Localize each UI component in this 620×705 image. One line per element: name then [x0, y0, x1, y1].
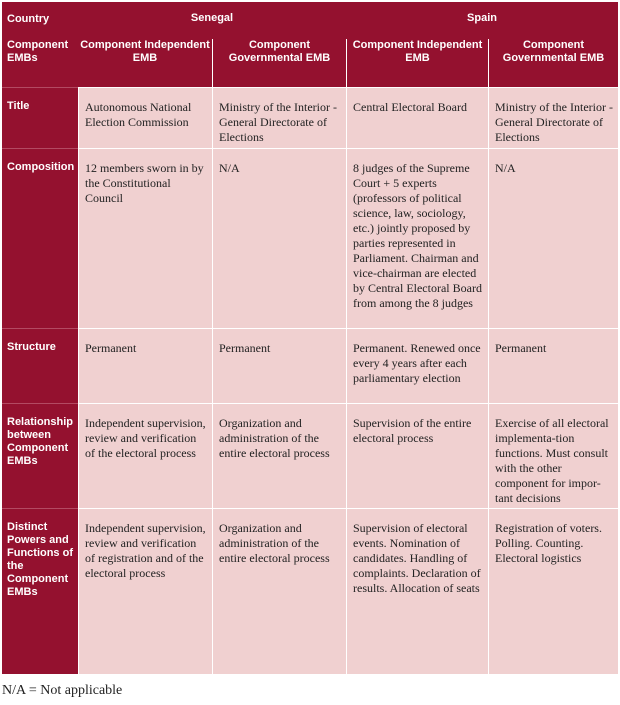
spain-governmental-emb-header: Component Governmental EMB	[488, 39, 618, 87]
component-embs-label: Component EMBs	[2, 39, 78, 87]
structure-spain-governmental: Permanent	[488, 328, 618, 403]
title-row	[2, 87, 618, 148]
structure-senegal-independent: Permanent	[78, 328, 212, 403]
title-senegal-independent: Autonomous National Election Commission	[78, 87, 212, 148]
component-header-row	[2, 39, 618, 87]
country-label: Country	[2, 2, 78, 39]
powers-functions-row	[2, 508, 618, 674]
senegal-governmental-emb-header: Component Governmental EMB	[212, 39, 346, 87]
relationship-spain-independent: Supervision of the entire electoral process	[346, 403, 488, 508]
row-label-structure: Structure	[2, 328, 78, 403]
composition-spain-independent: 8 judges of the Supreme Court + 5 experts (professors of political science, law, sociology, etc.) jointly proposed by parties represented in Parliament. Chairman and vice-chairman are elected by Central Electoral Board from among the 8 judges	[346, 148, 488, 328]
powers-spain-independent: Supervision of electoral events. Nomination of candidates. Handling of complaints. Declaration of results. Allocation of seats	[346, 508, 488, 674]
row-label-relationship: Relationship between Component EMBs	[2, 403, 78, 508]
composition-row	[2, 148, 618, 328]
senegal-independent-emb-header: Component Independent EMB	[78, 39, 212, 87]
powers-senegal-governmental: Organization and administration of the entire electoral process	[212, 508, 346, 674]
structure-spain-independent: Permanent. Renewed once every 4 years after each parliamentary election	[346, 328, 488, 403]
structure-senegal-governmental: Permanent	[212, 328, 346, 403]
composition-spain-governmental: N/A	[488, 148, 618, 328]
country-senegal: Senegal	[78, 2, 346, 39]
relationship-row	[2, 403, 618, 508]
composition-senegal-governmental: N/A	[212, 148, 346, 328]
powers-spain-governmental: Registration of voters. Polling. Counting. Electoral logistics	[488, 508, 618, 674]
country-header-row	[2, 2, 618, 39]
spain-independent-emb-header: Component Independent EMB	[346, 39, 488, 87]
row-label-title: Title	[2, 87, 78, 148]
composition-senegal-independent: 12 members sworn in by the Constitutional Council	[78, 148, 212, 328]
relationship-senegal-governmental: Organization and administration of the entire electoral process	[212, 403, 346, 508]
emb-comparison-table-wrapper	[2, 2, 618, 674]
emb-comparison-table	[2, 2, 618, 674]
row-label-powers-functions: Distinct Powers and Functions of the Component EMBs	[2, 508, 78, 674]
footnote-na: N/A = Not applicable	[2, 683, 123, 698]
row-label-composition: Composition	[2, 148, 78, 328]
powers-senegal-independent: Independent supervision, review and verification of registration and of the electoral process	[78, 508, 212, 674]
title-senegal-governmental: Ministry of the Interior -General Directorate of Elections	[212, 87, 346, 148]
country-spain: Spain	[346, 2, 618, 39]
relationship-spain-governmental: Exercise of all electoral implementa-tion functions. Must consult with the other component for impor-tant decisions	[488, 403, 618, 508]
title-spain-governmental: Ministry of the Interior - General Directorate of Elections	[488, 87, 618, 148]
title-spain-independent: Central Electoral Board	[346, 87, 488, 148]
structure-row	[2, 328, 618, 403]
relationship-senegal-independent: Independent supervision, review and verification of the electoral process	[78, 403, 212, 508]
